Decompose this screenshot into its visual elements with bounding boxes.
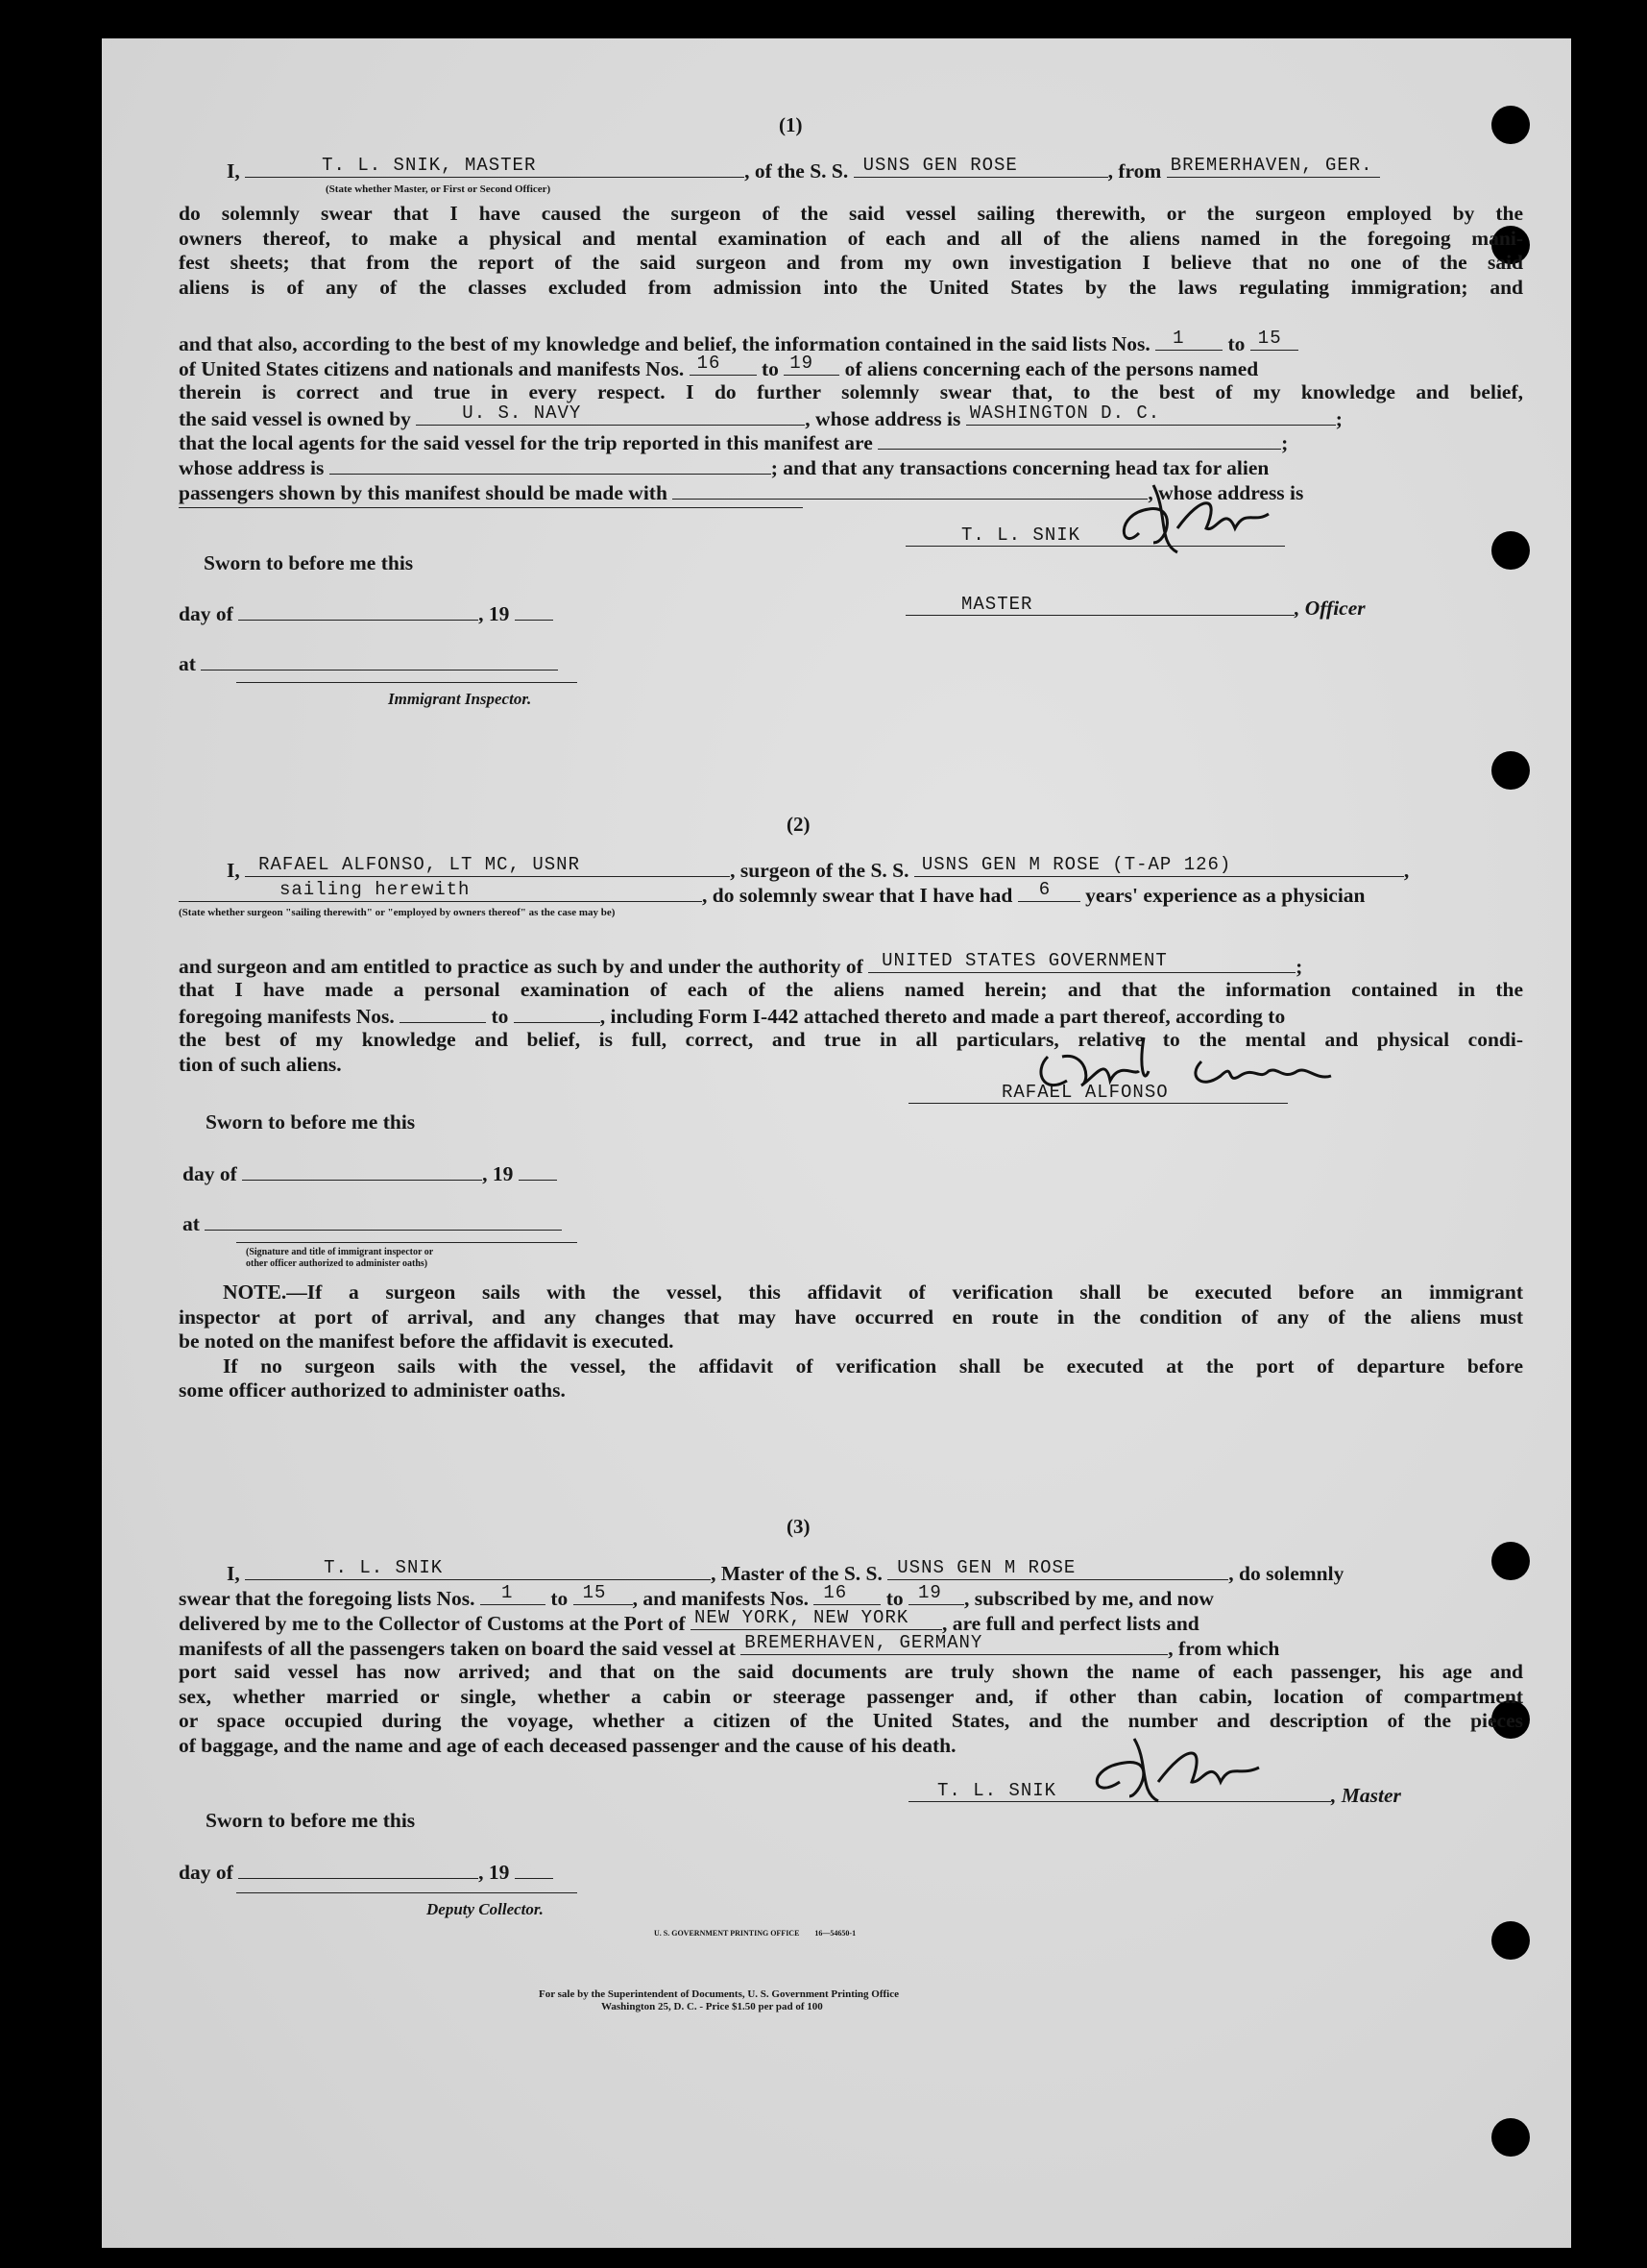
year-field <box>519 1160 557 1181</box>
years: 6 <box>1038 879 1052 900</box>
sworn-label: Sworn to before me this <box>206 1809 416 1832</box>
year-label: , 19 <box>482 1162 514 1185</box>
officer-name-field <box>245 155 744 178</box>
day-field <box>238 1859 478 1879</box>
authority-field <box>868 950 1296 973</box>
do-solemnly-text: , do solemnly <box>1228 1562 1344 1585</box>
lists-to: 15 <box>582 1582 607 1603</box>
lists-to-field <box>573 1582 633 1605</box>
i-label: I, <box>227 859 240 882</box>
lists-text: and that also, according to the best of my knowledge and belief, the information contained in the said lists Nos. <box>179 332 1150 355</box>
head-tax-agent-field <box>672 479 1148 500</box>
boarded-line <box>179 1632 1280 1660</box>
agents-text: that the local agents for the said vessel for the trip reported in this manifest are <box>179 431 873 454</box>
punch-hole <box>1491 1921 1530 1960</box>
sale-line-1: For sale by the Superintendent of Documents, U. S. Government Printing Office <box>539 1988 899 2000</box>
whose-address-label: , whose address is <box>805 407 961 430</box>
punch-hole <box>1491 751 1530 790</box>
sailing: sailing herewith <box>279 879 471 900</box>
deputy-collector-label: Deputy Collector. <box>426 1900 544 1918</box>
citizens-text: of United States citizens and nationals and manifests Nos. <box>179 357 685 380</box>
lists-line <box>179 330 1298 355</box>
manifests-text: foregoing manifests Nos. <box>179 1005 395 1028</box>
agents-line <box>179 429 1288 454</box>
at-field <box>205 1210 562 1231</box>
from-which-text: , from which <box>1168 1637 1280 1660</box>
section-2-body <box>179 978 1523 1003</box>
note-line: some officer authorized to administer oaths. <box>179 1378 566 1402</box>
body-line: sex, whether married or single, whether a cabin or steerage passenger and, if other than cabin, location of compartment <box>179 1684 1523 1708</box>
agent-address-field <box>329 454 771 475</box>
i-label: I, <box>227 159 240 183</box>
sailing-caption: (State whether surgeon "sailing therewith" or "employed by owners thereof" as the case may be) <box>179 907 616 918</box>
vessel-field <box>887 1557 1228 1580</box>
surgeon-name: RAFAEL ALFONSO, LT MC, USNR <box>258 854 580 875</box>
citizens-line <box>179 355 1258 380</box>
master-of-label: , Master of the <box>711 1562 839 1585</box>
vessel-field <box>854 155 1108 178</box>
body-line: or space occupied during the voyage, whether a citizen of the United States, and the number and description of the pieces <box>179 1709 1523 1732</box>
surgeon-signature <box>1029 1028 1345 1114</box>
lists-to: 15 <box>1257 328 1282 349</box>
officer-signature-line <box>236 1242 577 1243</box>
note-line: inspector at port of arrival, and any changes that may have occurred en route in the condition of any of the aliens must <box>179 1305 1523 1329</box>
master-name: T. L. SNIK <box>324 1557 444 1578</box>
body-line: the best of my knowledge and belief, is full, correct, and true in all particulars, relative to the mental and physical condi- <box>179 1028 1523 1051</box>
section-1-signer: T. L. SNIK <box>961 524 1081 546</box>
lists-from-field <box>480 1582 545 1605</box>
section-1-number: (1) <box>779 113 803 136</box>
at-line <box>182 1210 562 1235</box>
sailing-line <box>179 879 1366 907</box>
years-text: years' experience as a physician <box>1085 884 1366 907</box>
officer-label: , Officer <box>1295 597 1366 620</box>
punch-hole <box>1491 531 1530 570</box>
manifests-to-field <box>908 1582 964 1605</box>
boarded-at-field <box>740 1632 1168 1655</box>
body-line: that I have made a personal examination of each of the aliens named herein; and that the information contained in the <box>179 978 1523 1001</box>
at-label: at <box>182 1212 200 1235</box>
sworn-label: Sworn to before me this <box>204 551 414 574</box>
punch-hole <box>1491 2118 1530 2157</box>
manifests-from-field <box>813 1582 881 1605</box>
body-line: fest sheets; that from the report of the said surgeon and from my own investigation I believe that no one of the said <box>179 251 1523 274</box>
agents-field <box>878 429 1281 450</box>
section-2-number: (2) <box>787 813 811 836</box>
section-3-signer: T. L. SNIK <box>937 1780 1057 1801</box>
from-label: , from <box>1107 159 1162 183</box>
i-label: I, <box>227 1562 240 1585</box>
gpo-text: U. S. GOVERNMENT PRINTING OFFICE <box>654 1929 800 1938</box>
manifests-from: 16 <box>696 353 721 374</box>
owner-address: WASHINGTON D. C. <box>969 402 1161 424</box>
passengers-text: passengers shown by this manifest should be made with <box>179 481 667 504</box>
owner-line <box>179 402 1343 430</box>
address-underline <box>179 507 803 508</box>
tion-line: tion of such aliens. <box>179 1053 342 1076</box>
vessel-name: USNS GEN M ROSE <box>897 1557 1077 1578</box>
port-field <box>690 1607 942 1630</box>
boarded-at: BREMERHAVEN, GERMANY <box>744 1632 983 1653</box>
and-manifests-text: , and manifests Nos. <box>632 1587 809 1610</box>
ss-label: S. S. <box>843 1562 883 1585</box>
master-label: , Master <box>1331 1784 1401 1807</box>
vessel-name: USNS GEN ROSE <box>862 155 1018 176</box>
section-3-body <box>179 1660 1523 1758</box>
owner-field <box>416 402 805 426</box>
body-line: of baggage, and the name and age of each deceased passenger and the cause of his death. <box>179 1733 957 1757</box>
officer-name: T. L. SNIK, MASTER <box>322 155 537 176</box>
owner-address-field <box>966 402 1336 426</box>
whose-address-label: , whose address is <box>1148 481 1304 504</box>
vessel-field <box>914 854 1404 877</box>
port: NEW YORK, NEW YORK <box>694 1607 909 1628</box>
year-field <box>515 1859 553 1879</box>
day-of-label: day of <box>179 602 233 625</box>
body-line: aliens is of any of the classes excluded from admission into the United States by the laws regulating immigration; and <box>179 275 1523 299</box>
body-line: port said vessel has now arrived; and that on the said documents are truly shown the name of each passenger, his age and <box>179 1660 1523 1683</box>
officer-caption: (State whether Master, or First or Second Officer) <box>326 183 551 195</box>
whose-address-label: whose address is <box>179 456 325 479</box>
solemnly-text: , do solemnly swear that I have had <box>702 884 1013 907</box>
to-label: to <box>885 1587 904 1610</box>
manifests-line <box>179 1003 1285 1028</box>
authority-text: and surgeon and am entitled to practice as such by and under the authority of <box>179 955 863 978</box>
body-line: owners thereof, to make a physical and mental examination of each and all of the aliens named in the foregoing mani- <box>179 226 1523 250</box>
from-port: BREMERHAVEN, GER. <box>1170 155 1373 176</box>
day-of-label: day of <box>182 1162 237 1185</box>
manifests-to-field <box>514 1003 600 1023</box>
to-label: to <box>491 1005 509 1028</box>
section-1-body <box>179 202 1523 300</box>
correct-line <box>179 380 1523 405</box>
sworn-label: Sworn to before me this <box>206 1110 416 1134</box>
day-field <box>238 600 478 621</box>
year-field <box>515 600 553 621</box>
form-text: , including Form I-442 attached thereto and made a part thereof, according to <box>599 1005 1286 1028</box>
section-1-title: MASTER <box>961 594 1033 615</box>
authority-line <box>179 950 1303 978</box>
at-label: at <box>179 652 196 675</box>
to-label: to <box>1227 332 1246 355</box>
surgeon-of-label: , surgeon of the <box>730 859 866 882</box>
full-text: , are full and perfect lists and <box>942 1612 1199 1635</box>
sig-caption-2: other officer authorized to administer oaths) <box>246 1258 428 1269</box>
day-of-label: day of <box>179 1861 233 1884</box>
surgeon-line: I, RAFAEL ALFONSO, LT MC, USNR , surgeon of the S. S. USNS GEN M ROSE (T-AP 126) , <box>227 854 1410 882</box>
head-tax-text: ; and that any transactions concerning head tax for alien <box>770 456 1270 479</box>
body-line: therein is correct and true in every respect. I do further solemnly swear that, to the best of my knowledge and belief, <box>179 380 1523 403</box>
gpo-label <box>654 1929 856 1938</box>
lists-from: 1 <box>1173 328 1185 349</box>
authority: UNITED STATES GOVERNMENT <box>882 950 1168 971</box>
section-2-signer: RAFAEL ALFONSO <box>1002 1082 1169 1103</box>
section-1-line-1 <box>227 155 1380 183</box>
inspector-signature-line <box>236 682 577 683</box>
manifests-to: 19 <box>918 1582 942 1603</box>
delivered-text: delivered by me to the Collector of Customs at the Port of <box>179 1612 686 1635</box>
aliens-text: of aliens concerning each of the persons named <box>844 357 1259 380</box>
vessel-name: USNS GEN M ROSE (T-AP 126) <box>921 854 1232 875</box>
manifests-to: 19 <box>789 353 814 374</box>
form-number: 16—54650-1 <box>814 1929 857 1938</box>
agent-address-line <box>179 454 1269 479</box>
manifests-from-field <box>400 1003 486 1023</box>
day-of-line <box>182 1160 557 1185</box>
sailing-field <box>179 879 702 902</box>
owner: U. S. NAVY <box>462 402 582 424</box>
semicolon: ; <box>1335 407 1343 430</box>
subscribed-text: , subscribed by me, and now <box>964 1587 1214 1610</box>
note-block <box>179 1280 1523 1403</box>
sig-caption-1: (Signature and title of immigrant inspector or <box>246 1247 434 1257</box>
note-line: NOTE.—If a surgeon sails with the vessel, this affidavit of verification shall be executed before an immigrant <box>223 1280 1523 1304</box>
day-field <box>242 1160 482 1181</box>
body-line: do solemnly swear that I have caused the surgeon of the said vessel sailing therewith, or the surgeon employed by the <box>179 202 1523 225</box>
at-field <box>201 650 558 671</box>
at-line <box>179 650 558 675</box>
day-of-line <box>179 600 553 625</box>
master-name-field <box>245 1557 711 1580</box>
manifests-from-field <box>690 355 757 376</box>
to-label: to <box>761 357 779 380</box>
master-signature <box>1110 476 1283 562</box>
year-label: , 19 <box>478 1861 510 1884</box>
ss-label: S. S. <box>870 859 909 882</box>
immigrant-inspector-label: Immigrant Inspector. <box>388 690 532 708</box>
punch-hole <box>1491 106 1530 144</box>
lists-from: 1 <box>500 1582 514 1603</box>
owned-by-text: the said vessel is owned by <box>179 407 411 430</box>
surgeon-name-field <box>245 854 730 877</box>
punch-hole <box>1491 1542 1530 1580</box>
note-line: If no surgeon sails with the vessel, the affidavit of verification shall be executed at the port of departure before <box>223 1353 1523 1378</box>
collector-signature-line <box>236 1892 577 1893</box>
manifests-to-field <box>784 355 839 376</box>
year-label: , 19 <box>478 602 510 625</box>
years-field <box>1018 879 1080 902</box>
master-signature <box>1081 1724 1273 1811</box>
master-line <box>227 1557 1344 1585</box>
manifests-text: manifests of all the passengers taken on board the said vessel at <box>179 1637 736 1660</box>
from-port-field <box>1167 155 1380 178</box>
manifest-affidavit-page <box>102 38 1571 2248</box>
swear-text: swear that the foregoing lists Nos. <box>179 1587 475 1610</box>
note-line: be noted on the manifest before the affidavit is executed. <box>179 1329 674 1353</box>
semicolon: ; <box>1296 955 1303 978</box>
day-of-line <box>179 1859 553 1884</box>
of-ss-label: , of the S. S. <box>744 159 849 183</box>
sale-line-2: Washington 25, D. C. - Price $1.50 per pad of 100 <box>601 2001 823 2012</box>
to-label: to <box>550 1587 569 1610</box>
lists-to-field <box>1250 330 1298 351</box>
section-3-number: (3) <box>787 1515 811 1538</box>
semicolon: ; <box>1281 431 1289 454</box>
manifests-from: 16 <box>823 1582 848 1603</box>
lists-from-field <box>1155 330 1223 351</box>
delivered-line <box>179 1607 1199 1635</box>
